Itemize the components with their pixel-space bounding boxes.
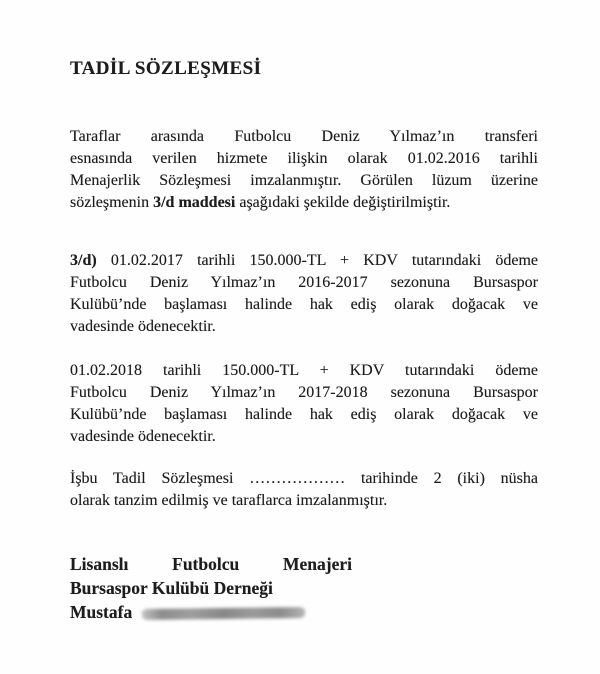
line-text: aşağıdaki şekilde değiştirilmiştir. [235,194,451,211]
paragraph-line: Futbolcu Deniz Yılmaz’ın 2016-2017 sezonuna Bursaspor [70,274,538,291]
signature-block [70,552,538,624]
paragraph-line: vadesinde ödenecektir. [70,318,216,335]
paragraph-line: İşbu Tadil Sözleşmesi ……………… tarihinde 2 (iki) nüsha [70,470,538,487]
line-text: sözleşmenin [70,194,154,211]
paragraph-line: Menajerlik Sözleşmesi imzalanmıştır. Görülen lüzum üzerine [70,172,538,189]
paragraph-line: 01.02.2018 tarihli 150.000-TL + KDV tutarındaki ödeme [70,362,538,379]
signatory-role-word: Lisanslı [70,554,129,574]
paragraph-line: Futbolcu Deniz Yılmaz’ın 2017-2018 sezonuna Bursaspor [70,384,538,401]
redacted-surname-smudge [142,607,305,620]
signatory-role-word: Menajeri [282,554,352,574]
signatory-name-line [70,600,538,624]
signatory-role-word: Futbolcu [172,554,240,574]
signatory-first-name: Mustafa [70,602,133,622]
closing-paragraph [70,468,538,512]
paragraph-line: olarak tanzim edilmiş ve taraflarca imzalanmıştır. [70,492,388,509]
paragraph-line: Kulübü’nde başlaması halinde hak ediş olarak doğacak ve [70,296,538,313]
paragraph-line: vadesinde ödenecektir. [70,428,216,445]
paragraph-line: Kulübü’nde başlaması halinde hak ediş olarak doğacak ve [70,406,538,423]
line-text: 01.02.2017 tarihli 150.000-TL + KDV tutarındaki ödeme [96,252,538,269]
signatory-organization: Bursaspor Kulübü Derneği [70,578,273,598]
clause-label-bold: 3/d) [70,252,97,269]
paragraph-line: Taraflar arasında Futbolcu Deniz Yılmaz’ın transferi [70,128,538,145]
clause-reference-bold: 3/d maddesi [153,194,236,211]
signatory-role-line [70,552,352,576]
intro-paragraph [70,126,538,214]
paragraph-line: esnasında verilen hizmete ilişkin olarak 01.02.2016 tarihli [70,150,538,167]
clause-2017-paragraph [70,250,538,338]
paragraph-line [70,250,538,272]
clause-2018-paragraph [70,360,538,448]
paragraph-line [70,192,538,214]
document-title: TADİL SÖZLEŞMESİ [70,58,262,79]
